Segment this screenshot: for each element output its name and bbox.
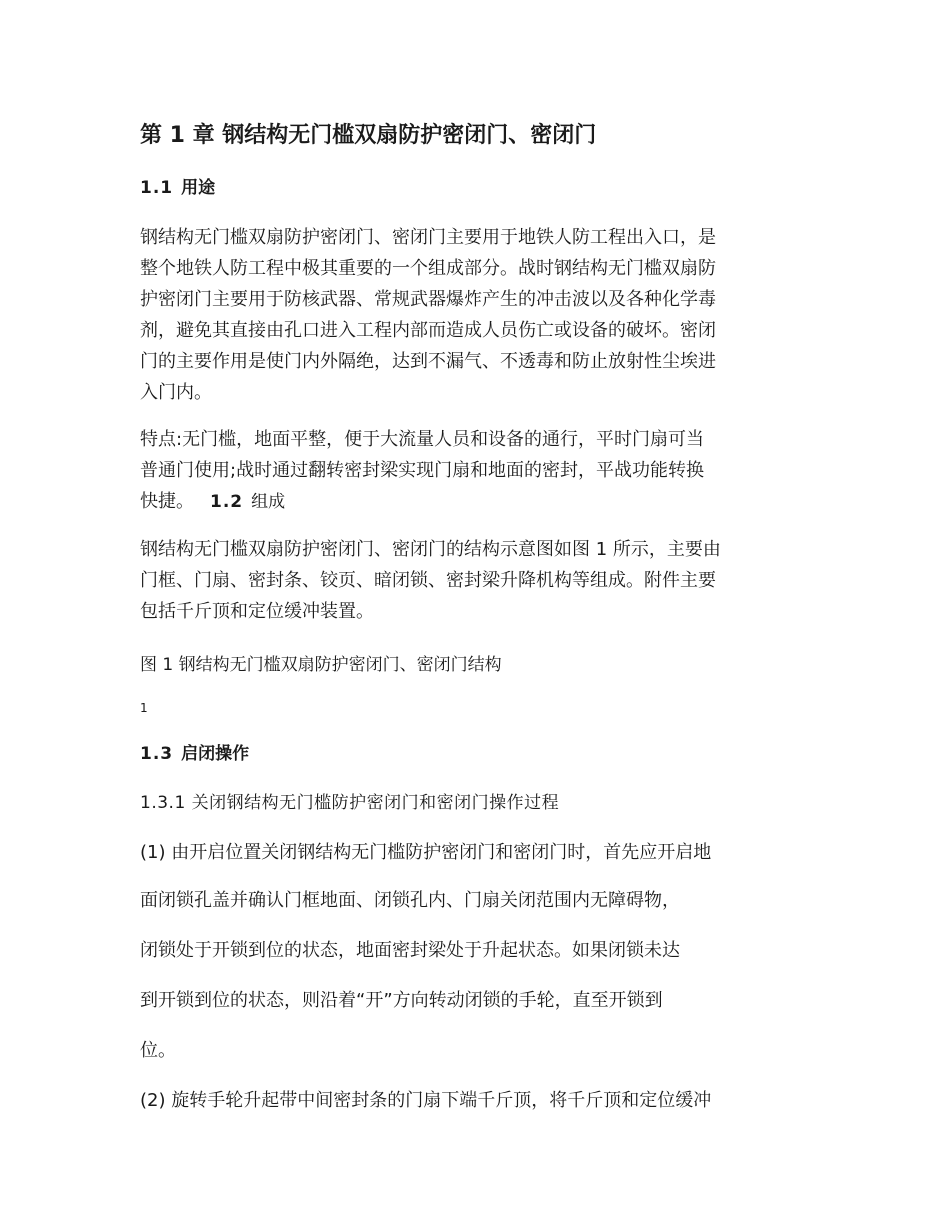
paragraph-usage <box>140 222 716 408</box>
text-line: 普通门使用;战时通过翻转密封梁实现门扇和地面的密封，平战功能转换 <box>140 460 705 481</box>
text-line: 钢结构无门槛双扇防护密闭门、密闭门的结构示意图如图 1 所示，主要由 <box>140 539 721 560</box>
figure-caption: 图 1 钢结构无门槛双扇防护密闭门、密闭门结构 <box>140 655 502 675</box>
section-heading-1-3 <box>140 741 249 767</box>
section-heading-1-2 <box>210 492 285 512</box>
operation-step-1-line-1: (1) 由开启位置关闭钢结构无门槛防护密闭门和密闭门时，首先应开启地 <box>140 842 712 863</box>
section-title: 组成 <box>251 492 286 512</box>
text-segment: 快捷。 <box>140 491 194 512</box>
text-line <box>140 486 704 517</box>
text-line: 入门内。 <box>140 382 212 403</box>
text-line: 护密闭门主要用于防核武器、常规武器爆炸产生的冲击波以及各种化学毒 <box>140 289 716 310</box>
section-number: 1.2 <box>210 492 244 512</box>
text-line: 门的主要作用是使门内外隔绝，达到不漏气、不透毒和防止放射性尘埃进 <box>140 351 716 372</box>
section-number: 1.1 <box>140 178 174 198</box>
page-number: 1 <box>140 701 148 715</box>
operation-step-1-line-5: 位。 <box>140 1040 176 1061</box>
text-line: 钢结构无门槛双扇防护密闭门、密闭门主要用于地铁人防工程出入口，是 <box>140 227 716 248</box>
text-line: 特点:无门槛，地面平整，便于大流量人员和设备的通行，平时门扇可当 <box>140 429 705 450</box>
section-number: 1.3 <box>140 744 174 764</box>
operation-step-1-line-2: 面闭锁孔盖并确认门框地面、闭锁孔内、门扇关闭范围内无障碍物， <box>140 890 680 911</box>
operation-step-1-line-4: 到开锁到位的状态，则沿着“开”方向转动闭锁的手轮，直至开锁到 <box>140 990 663 1011</box>
text-line: 剂，避免其直接由孔口进入工程内部而造成人员伤亡或设备的破坏。密闭 <box>140 320 716 341</box>
subsection-heading-1-3-1: 1.3.1 关闭钢结构无门槛防护密闭门和密闭门操作过程 <box>140 793 560 813</box>
text-line: 整个地铁人防工程中极其重要的一个组成部分。战时钢结构无门槛双扇防 <box>140 258 716 279</box>
text-line: 门框、门扇、密封条、铰页、暗闭锁、密封梁升降机构等组成。附件主要 <box>140 570 716 591</box>
operation-step-1-line-3: 闭锁处于开锁到位的状态，地面密封梁处于升起状态。如果闭锁未达 <box>140 940 680 961</box>
section-title: 用途 <box>181 178 216 198</box>
operation-step-2-line-1: (2) 旋转手轮升起带中间密封条的门扇下端千斤顶，将千斤顶和定位缓冲 <box>140 1090 712 1111</box>
section-title: 启闭操作 <box>181 744 250 764</box>
text-line: 包括千斤顶和定位缓冲装置。 <box>140 601 374 622</box>
chapter-title: 第 1 章 钢结构无门槛双扇防护密闭门、密闭门 <box>140 123 597 148</box>
paragraph-composition <box>140 534 721 627</box>
section-heading-1-1 <box>140 175 215 201</box>
paragraph-features <box>140 424 704 517</box>
